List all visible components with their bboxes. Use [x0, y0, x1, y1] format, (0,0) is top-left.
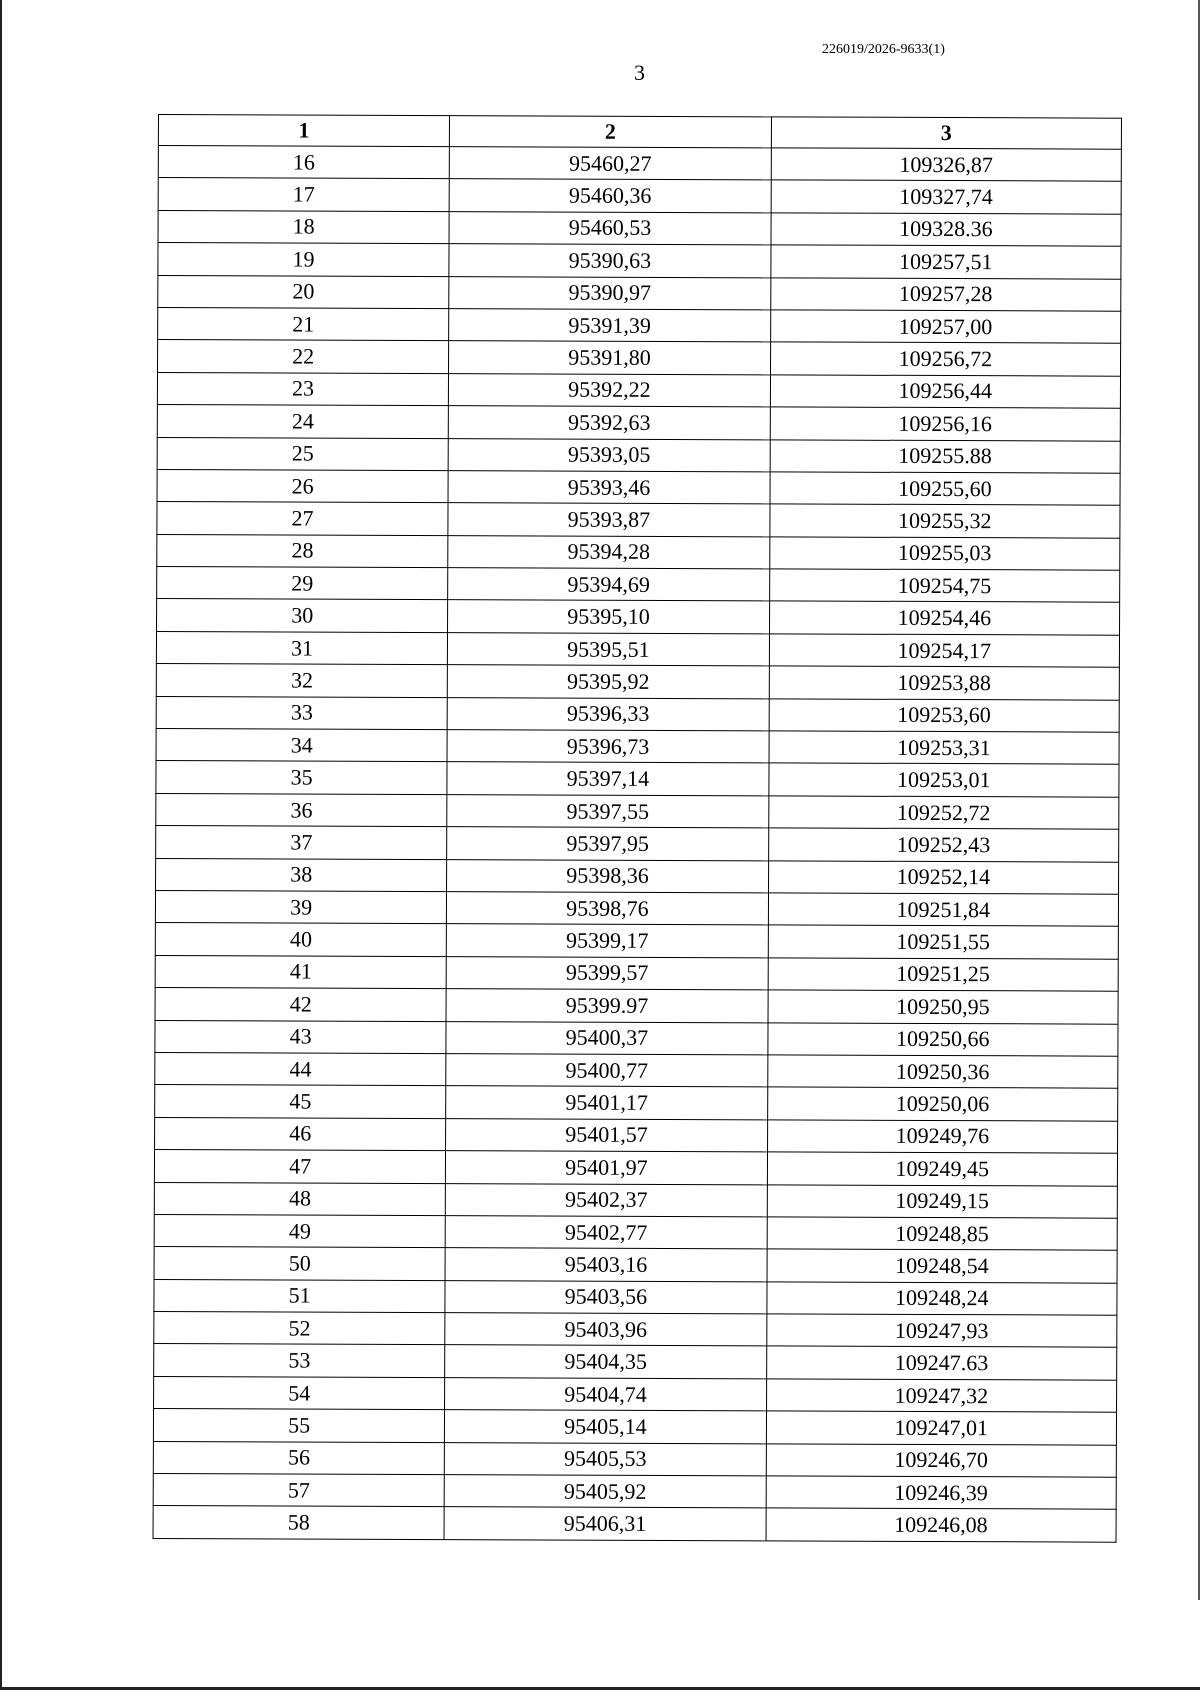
point-number-cell: 30: [157, 599, 448, 633]
y-coordinate-cell: 109250,66: [768, 1022, 1118, 1056]
point-number-cell: 27: [157, 502, 448, 536]
y-coordinate-cell: 109250,95: [768, 990, 1118, 1024]
x-coordinate-cell: 95400,37: [446, 1021, 767, 1055]
table-header: [158, 115, 1121, 150]
table-row: [155, 988, 1118, 1024]
point-number-cell: 47: [154, 1150, 445, 1184]
table-row: [153, 1474, 1116, 1510]
point-number-cell: 44: [155, 1052, 446, 1086]
column-header-2: 2: [450, 116, 771, 148]
y-coordinate-cell: 109253,31: [769, 731, 1119, 765]
table-row: [156, 761, 1119, 797]
x-coordinate-cell: 95397,55: [447, 794, 768, 828]
x-coordinate-cell: 95460,53: [449, 211, 770, 245]
x-coordinate-cell: 95394,28: [448, 535, 769, 569]
x-coordinate-cell: 95460,27: [450, 147, 771, 181]
y-coordinate-cell: 109249,76: [767, 1120, 1117, 1154]
point-number-cell: 26: [157, 469, 448, 503]
point-number-cell: 45: [155, 1085, 446, 1119]
y-coordinate-cell: 109252,14: [768, 860, 1118, 894]
x-coordinate-cell: 95395,10: [448, 600, 769, 634]
y-coordinate-cell: 109254,46: [769, 601, 1119, 635]
point-number-cell: 18: [158, 210, 449, 244]
point-number-cell: 17: [158, 178, 449, 212]
table-row: [154, 1279, 1117, 1315]
x-coordinate-cell: 95395,51: [448, 632, 769, 666]
page-number: 3: [634, 60, 645, 85]
point-number-cell: 31: [156, 631, 447, 665]
y-coordinate-cell: 109247,93: [766, 1314, 1116, 1348]
x-coordinate-cell: 95399.97: [446, 989, 767, 1023]
table-row: [158, 275, 1121, 311]
table-row: [157, 372, 1120, 408]
table-row: [158, 146, 1121, 182]
table-row: [156, 696, 1119, 732]
x-coordinate-cell: 95397,95: [447, 827, 768, 861]
table-row: [157, 534, 1120, 570]
x-coordinate-cell: 95393,05: [448, 438, 769, 472]
table-row: [155, 1085, 1118, 1121]
column-header-3: 3: [771, 117, 1121, 149]
y-coordinate-cell: 109246,08: [766, 1508, 1116, 1542]
table-row: [158, 210, 1121, 246]
y-coordinate-cell: 109248,54: [767, 1249, 1117, 1283]
y-coordinate-cell: 109246,39: [766, 1476, 1116, 1510]
y-coordinate-cell: 109253,01: [769, 763, 1119, 797]
x-coordinate-cell: 95393,46: [448, 471, 769, 505]
table-row: [156, 664, 1119, 700]
table-row: [155, 1020, 1118, 1056]
table-body: [153, 146, 1121, 1542]
point-number-cell: 50: [154, 1247, 445, 1281]
y-coordinate-cell: 109247,01: [766, 1411, 1116, 1445]
y-coordinate-cell: 109247.63: [766, 1346, 1116, 1380]
table-row: [156, 858, 1119, 894]
table-row: [157, 567, 1120, 603]
x-coordinate-cell: 95391,80: [449, 341, 770, 375]
y-coordinate-cell: 109257,00: [770, 310, 1120, 344]
point-number-cell: 20: [158, 275, 449, 309]
x-coordinate-cell: 95392,63: [449, 406, 770, 440]
point-number-cell: 35: [156, 761, 447, 795]
point-number-cell: 54: [154, 1376, 445, 1410]
point-number-cell: 39: [155, 890, 446, 924]
table-row: [154, 1214, 1117, 1250]
x-coordinate-cell: 95400,77: [446, 1054, 767, 1088]
table-row: [158, 243, 1121, 279]
table-row: [154, 1247, 1117, 1283]
table-row: [157, 437, 1120, 473]
table-row: [155, 890, 1118, 926]
y-coordinate-cell: 109248,24: [767, 1282, 1117, 1316]
point-number-cell: 37: [156, 826, 447, 860]
x-coordinate-cell: 95395,92: [448, 665, 769, 699]
point-number-cell: 42: [155, 988, 446, 1022]
point-number-cell: 34: [156, 729, 447, 763]
point-number-cell: 25: [157, 437, 448, 471]
x-coordinate-cell: 95405,53: [445, 1442, 766, 1476]
point-number-cell: 23: [157, 372, 448, 406]
y-coordinate-cell: 109253,88: [769, 666, 1119, 700]
y-coordinate-cell: 109256,16: [770, 407, 1120, 441]
table-row: [154, 1344, 1117, 1380]
table-row: [157, 599, 1120, 635]
table-row: [156, 631, 1119, 667]
table-row: [155, 923, 1118, 959]
y-coordinate-cell: 109254,17: [769, 634, 1119, 668]
x-coordinate-cell: 95403,96: [445, 1313, 766, 1347]
header-row: [158, 115, 1121, 150]
table-row: [155, 955, 1118, 991]
y-coordinate-cell: 109256,44: [770, 375, 1120, 409]
point-number-cell: 51: [154, 1279, 445, 1313]
y-coordinate-cell: 109257,28: [770, 277, 1120, 311]
point-number-cell: 56: [153, 1441, 444, 1475]
document-number: 226019/2026-9633(1): [822, 42, 945, 57]
y-coordinate-cell: 109246,70: [766, 1443, 1116, 1477]
point-number-cell: 46: [155, 1117, 446, 1151]
point-number-cell: 43: [155, 1020, 446, 1054]
x-coordinate-cell: 95401,17: [446, 1086, 767, 1120]
y-coordinate-cell: 109254,75: [769, 569, 1119, 603]
x-coordinate-cell: 95390,97: [449, 276, 770, 310]
y-coordinate-cell: 109255.88: [770, 439, 1120, 473]
x-coordinate-cell: 95396,33: [447, 697, 768, 731]
table-row: [157, 502, 1120, 538]
point-number-cell: 16: [158, 146, 449, 180]
x-coordinate-cell: 95399,17: [447, 924, 768, 958]
column-header-1: 1: [158, 115, 449, 147]
x-coordinate-cell: 95392,22: [449, 373, 770, 407]
x-coordinate-cell: 95394,69: [448, 568, 769, 602]
point-number-cell: 22: [158, 340, 449, 374]
y-coordinate-cell: 109249,15: [767, 1184, 1117, 1218]
y-coordinate-cell: 109248,85: [767, 1217, 1117, 1251]
table-row: [154, 1376, 1117, 1412]
x-coordinate-cell: 95403,16: [445, 1248, 766, 1282]
table-row: [158, 178, 1121, 214]
point-number-cell: 29: [157, 567, 448, 601]
y-coordinate-cell: 109255,32: [770, 504, 1120, 538]
table-row: [157, 469, 1120, 505]
coordinates-table: [153, 114, 1122, 1542]
table-row: [157, 405, 1120, 441]
y-coordinate-cell: 109256,72: [770, 342, 1120, 376]
x-coordinate-cell: 95402,37: [446, 1183, 767, 1217]
point-number-cell: 21: [158, 307, 449, 341]
y-coordinate-cell: 109328.36: [771, 213, 1121, 247]
y-coordinate-cell: 109257,51: [771, 245, 1121, 279]
y-coordinate-cell: 109252,72: [768, 796, 1118, 830]
y-coordinate-cell: 109253,60: [769, 698, 1119, 732]
table-row: [154, 1150, 1117, 1186]
table-row: [158, 307, 1121, 343]
x-coordinate-cell: 95460,36: [449, 179, 770, 213]
x-coordinate-cell: 95404,35: [445, 1345, 766, 1379]
point-number-cell: 32: [156, 664, 447, 698]
point-number-cell: 41: [155, 955, 446, 989]
point-number-cell: 36: [156, 793, 447, 827]
point-number-cell: 53: [154, 1344, 445, 1378]
scan-edge-left: [0, 0, 2, 1690]
x-coordinate-cell: 95398,76: [447, 892, 768, 926]
y-coordinate-cell: 109250,36: [767, 1055, 1117, 1089]
x-coordinate-cell: 95393,87: [448, 503, 769, 537]
x-coordinate-cell: 95405,92: [444, 1475, 765, 1509]
table-row: [153, 1506, 1116, 1542]
point-number-cell: 28: [157, 534, 448, 568]
y-coordinate-cell: 109251,84: [768, 893, 1118, 927]
table-row: [155, 1117, 1118, 1153]
table-row: [154, 1312, 1117, 1348]
x-coordinate-cell: 95401,97: [446, 1151, 767, 1185]
x-coordinate-cell: 95405,14: [445, 1410, 766, 1444]
y-coordinate-cell: 109250,06: [767, 1087, 1117, 1121]
point-number-cell: 40: [155, 923, 446, 957]
x-coordinate-cell: 95390,63: [449, 244, 770, 278]
table-row: [153, 1441, 1116, 1477]
x-coordinate-cell: 95397,14: [447, 762, 768, 796]
x-coordinate-cell: 95404,74: [445, 1377, 766, 1411]
point-number-cell: 57: [153, 1474, 444, 1508]
y-coordinate-cell: 109255,03: [769, 537, 1119, 571]
y-coordinate-cell: 109249,45: [767, 1152, 1117, 1186]
point-number-cell: 55: [153, 1409, 444, 1443]
x-coordinate-cell: 95398,36: [447, 859, 768, 893]
y-coordinate-cell: 109252,43: [768, 828, 1118, 862]
x-coordinate-cell: 95399,57: [446, 956, 767, 990]
x-coordinate-cell: 95406,31: [444, 1507, 765, 1541]
point-number-cell: 19: [158, 243, 449, 277]
y-coordinate-cell: 109251,25: [768, 958, 1118, 992]
table-row: [156, 793, 1119, 829]
table-row: [156, 729, 1119, 765]
table-row: [153, 1409, 1116, 1445]
table-row: [155, 1052, 1118, 1088]
point-number-cell: 52: [154, 1312, 445, 1346]
point-number-cell: 38: [156, 858, 447, 892]
table-row: [156, 826, 1119, 862]
point-number-cell: 48: [154, 1182, 445, 1216]
y-coordinate-cell: 109327,74: [771, 180, 1121, 214]
y-coordinate-cell: 109251,55: [768, 925, 1118, 959]
point-number-cell: 24: [157, 405, 448, 439]
point-number-cell: 49: [154, 1214, 445, 1248]
table-row: [154, 1182, 1117, 1218]
y-coordinate-cell: 109326,87: [771, 148, 1121, 182]
y-coordinate-cell: 109255,60: [770, 472, 1120, 506]
x-coordinate-cell: 95391,39: [449, 309, 770, 343]
table-row: [158, 340, 1121, 376]
point-number-cell: 58: [153, 1506, 444, 1540]
x-coordinate-cell: 95401,57: [446, 1118, 767, 1152]
x-coordinate-cell: 95396,73: [447, 730, 768, 764]
x-coordinate-cell: 95403,56: [445, 1280, 766, 1314]
y-coordinate-cell: 109247,32: [766, 1379, 1116, 1413]
point-number-cell: 33: [156, 696, 447, 730]
x-coordinate-cell: 95402,77: [445, 1216, 766, 1250]
